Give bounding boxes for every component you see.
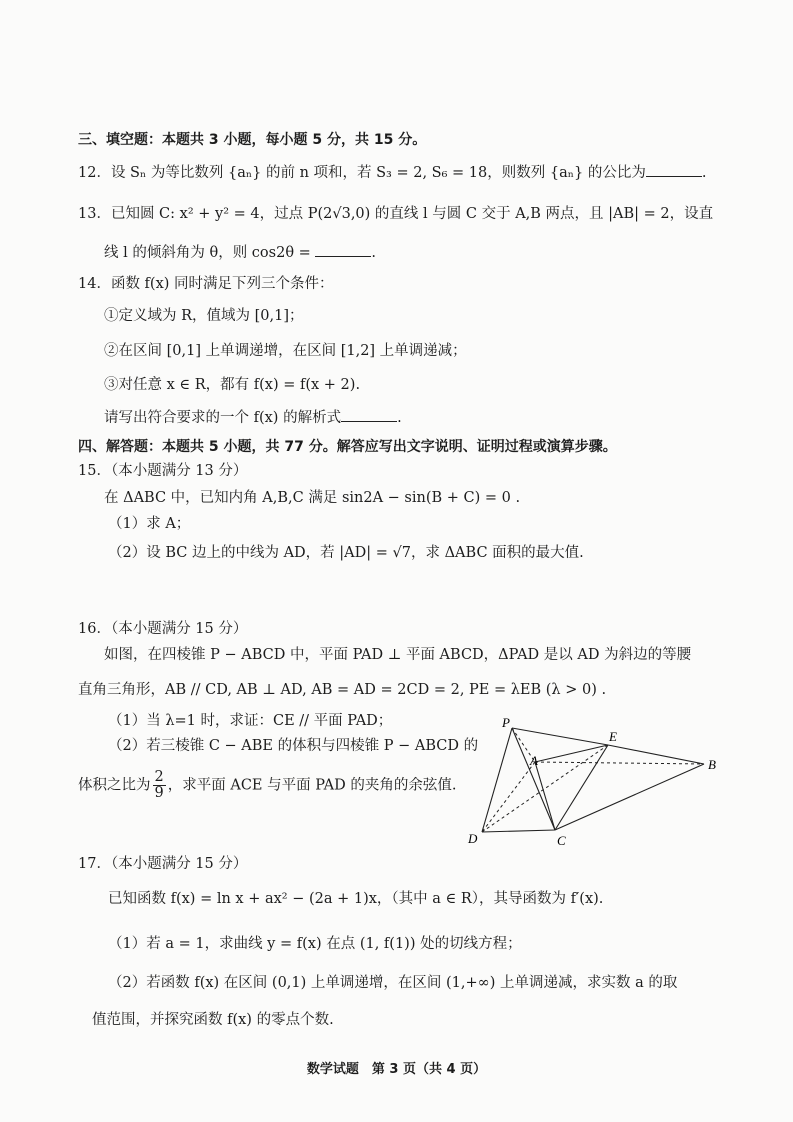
question-12-text: 12．设 Sₙ 为等比数列 {aₙ} 的前 n 项和，若 S₃ = 2, S₆ = 18，则数列 {aₙ} 的公比为 <box>78 165 646 181</box>
question-14-condition-3: ③对任意 x ∈ R，都有 f(x) = f(x + 2). <box>104 377 361 393</box>
label-D: D <box>468 831 478 846</box>
edge-DE <box>482 745 608 832</box>
edge-EB <box>608 745 704 764</box>
edge-PD <box>482 728 512 832</box>
label-E: E <box>609 729 617 744</box>
fraction-numerator: 2 <box>154 769 164 785</box>
question-14-intro: 14．函数 f(x) 同时满足下列三个条件： <box>78 276 334 292</box>
question-13-line-2 <box>104 242 376 263</box>
section-3-heading: 三、填空题：本题共 3 小题，每小题 5 分，共 15 分。 <box>78 132 427 148</box>
edge-AB <box>535 762 704 764</box>
question-15-part-1: （1）求 A； <box>108 516 191 532</box>
question-14-ask <box>104 407 402 428</box>
edge-AD <box>482 762 535 832</box>
edge-CE <box>555 745 608 830</box>
question-16-part-2-suffix: ，求平面 ACE 与平面 PAD 的夹角的余弦值. <box>167 777 457 794</box>
label-A: A <box>530 753 538 768</box>
question-17-part-1: （1）若 a = 1，求曲线 y = f(x) 在点 (1, f(1)) 处的切线方程； <box>108 936 522 952</box>
answer-blank-13 <box>315 242 371 257</box>
question-15-body: 在 ΔABC 中，已知内角 A,B,C 满足 sin2A − sin(B + C) = 0 . <box>104 490 521 506</box>
fraction-denominator: 9 <box>154 785 164 801</box>
edge-CB <box>555 764 704 830</box>
edge-PC <box>512 728 555 830</box>
answer-blank-12 <box>646 162 702 177</box>
question-16-body-line-1: 如图，在四棱锥 P − ABCD 中，平面 PAD ⊥ 平面 ABCD，ΔPAD 是以 AD 为斜边的等腰 <box>104 647 692 663</box>
question-16-part-2-line-2 <box>78 769 457 801</box>
pyramid-figure <box>460 715 730 855</box>
edge-PE <box>512 728 608 745</box>
label-P: P <box>502 715 510 730</box>
question-13-line-1: 13．已知圆 C: x² + y² = 4，过点 P(2√3,0) 的直线 l 与圆 C 交于 A,B 两点，且 |AB| = 2，设直 <box>78 206 714 222</box>
label-B: B <box>708 757 716 772</box>
question-16-part-1: （1）当 λ=1 时，求证：CE // 平面 PAD； <box>108 713 393 729</box>
edge-AE <box>535 745 608 762</box>
fraction <box>153 770 166 801</box>
question-13-text: 线 l 的倾斜角为 θ，则 cos2θ = <box>104 245 311 261</box>
question-16-header: 16．（本小题满分 15 分） <box>78 621 248 637</box>
question-17-part-2-line-2: 值范围，并探究函数 f(x) 的零点个数. <box>92 1012 334 1028</box>
question-16-part-2-prefix: 体积之比为 <box>78 777 151 794</box>
edge-AC <box>535 762 555 830</box>
question-16-part-2-line-1: （2）若三棱锥 C − ABE 的体积与四棱锥 P − ABCD 的 <box>108 738 479 754</box>
question-14-ask-text: 请写出符合要求的一个 f(x) 的解析式 <box>104 410 342 426</box>
question-15-part-2: （2）设 BC 边上的中线为 AD，若 |AD| = √7，求 ΔABC 面积的最大值. <box>108 545 584 561</box>
section-4-heading: 四、解答题：本题共 5 小题，共 77 分。解答应写出文字说明、证明过程或演算步骤。 <box>78 439 617 455</box>
question-13-end: . <box>371 245 377 261</box>
edge-DC <box>482 830 555 832</box>
question-17-body: 已知函数 f(x) = ln x + ax² − (2a + 1)x，（其中 a ∈ R），其导函数为 f′(x). <box>108 891 604 907</box>
question-12-end: . <box>701 165 707 181</box>
question-17-header: 17．（本小题满分 15 分） <box>78 856 248 872</box>
label-C: C <box>557 833 566 848</box>
question-12 <box>78 162 706 183</box>
question-14-condition-2: ②在区间 [0,1] 上单调递增，在区间 [1,2] 上单调递减； <box>104 343 467 359</box>
question-14-condition-1: ①定义域为 R，值域为 [0,1]； <box>104 308 304 324</box>
question-16-body-line-2: 直角三角形，AB // CD, AB ⊥ AD, AB = AD = 2CD = 2, PE = λEB (λ > 0) . <box>78 682 607 698</box>
question-14-end: . <box>397 410 402 426</box>
answer-blank-14 <box>341 407 397 422</box>
question-17-part-2-line-1: （2）若函数 f(x) 在区间 (0,1) 上单调递增，在区间 (1,+∞) 上单调递减，求实数 a 的取 <box>108 975 678 991</box>
page-footer: 数学试题 第 3 页（共 4 页） <box>306 1062 487 1077</box>
question-15-header: 15．（本小题满分 13 分） <box>78 463 248 479</box>
